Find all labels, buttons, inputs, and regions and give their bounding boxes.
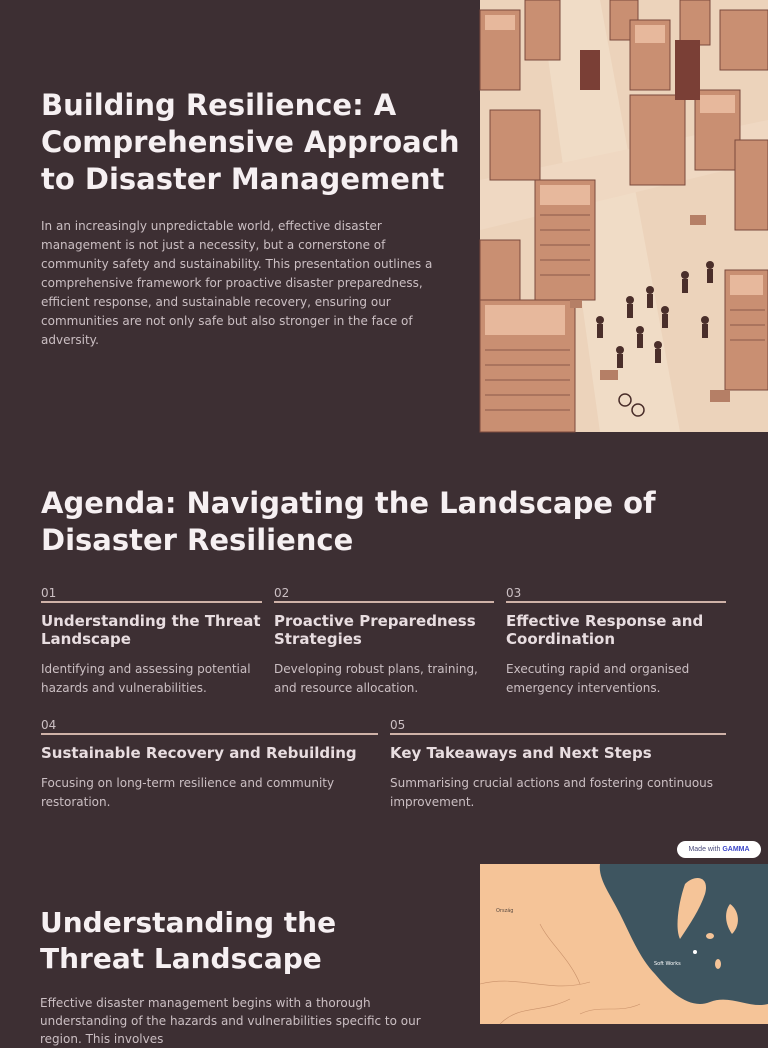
agenda-number: 01 xyxy=(41,586,262,603)
agenda-number: 02 xyxy=(274,586,494,603)
agenda-description: Identifying and assessing potential hazards and vulnerabilities. xyxy=(41,662,251,695)
agenda-number: 04 xyxy=(41,718,378,735)
agenda-description: Developing robust plans, training, and resource allocation. xyxy=(274,662,478,695)
agenda-item-05 xyxy=(390,718,726,812)
agenda-description: Summarising crucial actions and fostering continuous improvement. xyxy=(390,776,714,809)
agenda-item-01 xyxy=(41,586,262,698)
agenda-title: Agenda: Navigating the Landscape of Disaster Resilience xyxy=(41,486,656,557)
badge-prefix: Made with xyxy=(688,846,721,853)
agenda-heading: Understanding the Threat Landscape xyxy=(41,612,261,648)
agenda-item-04 xyxy=(41,718,378,812)
agenda-item-02 xyxy=(274,586,494,698)
map-label-orszag: Ország xyxy=(496,908,514,914)
regional-map-illustration xyxy=(480,864,768,1024)
agenda-item-03 xyxy=(506,586,726,698)
agenda-heading: Sustainable Recovery and Rebuilding xyxy=(41,744,357,762)
city-aerial-illustration xyxy=(480,0,768,432)
slide1-title: Building Resilience: A Comprehensive Approach to Disaster Management xyxy=(41,88,460,196)
agenda-number: 03 xyxy=(506,586,726,603)
city-aerial-image xyxy=(480,0,768,432)
agenda-description: Focusing on long-term resilience and community restoration. xyxy=(41,776,335,809)
agenda-heading: Proactive Preparedness Strategies xyxy=(274,612,476,648)
agenda-heading: Effective Response and Coordination xyxy=(506,612,704,648)
map-label-soft-works: Soft Works xyxy=(654,961,681,967)
agenda-number: 05 xyxy=(390,718,726,735)
slide3-title: Understanding the Threat Landscape xyxy=(40,906,337,975)
made-with-gamma-badge[interactable] xyxy=(677,841,761,858)
gamma-logo: GAMMA xyxy=(722,846,750,853)
agenda-description: Executing rapid and organised emergency interventions. xyxy=(506,662,690,695)
slide1-body: In an increasingly unpredictable world, effective disaster management is not just a necessity, but a cornerstone of community safety and sustainability. This presentation outlines a comprehensive framework for proactive disaster preparedness, efficient response, and sustainable recovery, ensuring our communities are not only safe but also stronger in the face of adversity. xyxy=(41,219,433,347)
agenda-heading: Key Takeaways and Next Steps xyxy=(390,744,652,762)
regional-map-image xyxy=(480,864,768,1024)
slide3-body: Effective disaster management begins with a thorough understanding of the hazards and vulnerabilities specific to our region. This involves xyxy=(40,996,421,1046)
